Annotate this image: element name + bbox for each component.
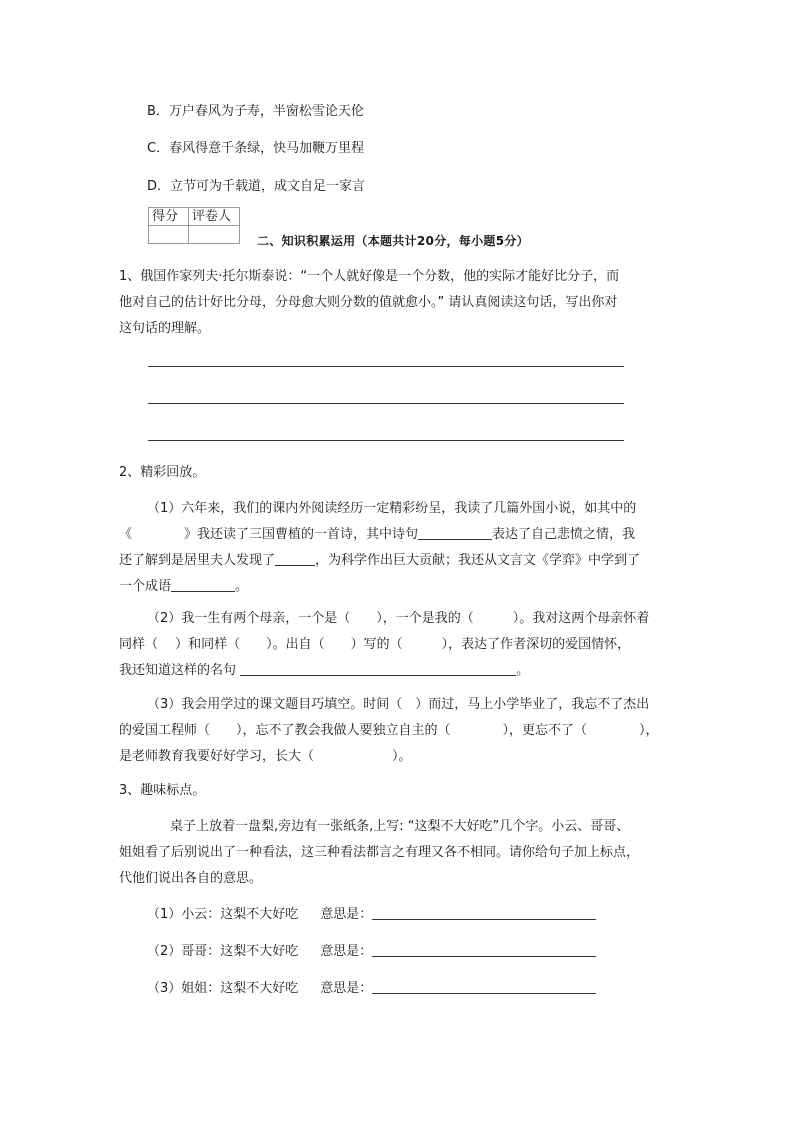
q2-p2-text-b: 。 <box>516 663 530 678</box>
q2-p3-line-3: 是老师教育我要好好学习，长大（ ）。 <box>119 749 412 764</box>
option-c: C．春风得意千条绿，快马加鞭万里程 <box>147 141 365 156</box>
q3-item-1-meaning: 意思是： <box>320 907 373 922</box>
q2-p1-line-4 <box>119 574 248 600</box>
q2-p1-text-a: 》我还读了三国曹植的一首诗，其中诗句 <box>184 527 419 542</box>
q1-answer-line-3[interactable] <box>148 440 624 441</box>
idiom-blank[interactable] <box>171 577 235 592</box>
score-cell[interactable] <box>149 226 189 244</box>
q2-p1-text-f: 。 <box>235 579 249 594</box>
grader-cell[interactable] <box>189 226 240 244</box>
q2-title: 2、精彩回放。 <box>119 465 206 480</box>
q2-p1-text-d: ，为科学作出巨大贡献；我还从文言文《学弈》中学到了 <box>315 553 641 568</box>
q2-p2-line-2: 同样（ ）和同样（ ）。出自（ ）写的（ ），表达了作者深切的爱国情怀， <box>119 637 631 652</box>
q3-item-2-label: （2）哥哥：这梨不大好吃 <box>147 944 299 959</box>
q3-item-1-label: （1）小云：这梨不大好吃 <box>147 907 299 922</box>
q3-item-2-meaning: 意思是： <box>320 944 373 959</box>
q3-item-2 <box>147 940 596 959</box>
q2-p1-line-1: （1）六年来，我们的课内外阅读经历一定精彩纷呈，我读了几篇外国小说，如其中的 <box>147 501 637 516</box>
score-label: 得分 <box>149 208 189 226</box>
q1-answer-line-1[interactable] <box>148 366 624 367</box>
q3-title: 3、趣味标点。 <box>119 783 206 798</box>
q2-p1-line-3 <box>119 548 640 574</box>
grader-label: 评卷人 <box>189 208 240 226</box>
option-b: B．万户春风为子寿，半窗松雪论天伦 <box>147 104 364 119</box>
q3-item-1 <box>147 903 596 922</box>
q1-answer-line-2[interactable] <box>148 403 624 404</box>
q1-line-3: 这句话的理解。 <box>119 321 211 336</box>
q2-p2-line-1: （2）我一生有两个母亲，一个是（ ），一个是我的（ ）。我对这两个母亲怀着 <box>147 611 650 626</box>
poem-line-blank[interactable] <box>418 525 492 540</box>
q1-line-1: 1、俄国作家列夫·托尔斯泰说：“一个人就好像是一个分数，他的实际才能好比分子，而 <box>119 269 620 284</box>
q2-p1-line-2 <box>119 522 635 548</box>
section-heading: 二、知识积累运用（本题共计20分，每小题5分） <box>257 234 529 248</box>
q2-p1-text-e: 一个成语 <box>119 579 172 594</box>
book-open-bracket: 《 <box>119 527 133 542</box>
score-table <box>148 207 240 244</box>
q3-line-3: 代他们说出各自的意思。 <box>119 871 263 886</box>
q3-item-2-answer[interactable] <box>372 942 596 957</box>
q3-line-1: 桌子上放着一盘梨,旁边有一张纸条,上写: “这梨不大好吃”几个字。小云、哥哥、 <box>170 819 630 834</box>
q2-p2-text-a: 我还知道这样的名句 <box>119 663 237 678</box>
q3-item-3 <box>147 977 596 996</box>
q3-item-3-label: （3）姐姐：这梨不大好吃 <box>147 981 299 996</box>
famous-line-blank[interactable] <box>240 661 516 676</box>
q3-item-1-answer[interactable] <box>372 905 596 920</box>
q2-p1-text-c: 还了解到是居里夫人发现了 <box>119 553 276 568</box>
element-blank[interactable] <box>275 551 315 566</box>
q3-item-3-answer[interactable] <box>372 979 596 994</box>
option-d: D．立节可为千载道，成文自足一家言 <box>147 179 366 194</box>
q1-line-2: 他对自己的估计好比分母，分母愈大则分数的值就愈小。” 请认真阅读这句话，写出你对 <box>119 295 618 310</box>
q2-p1-text-b: 表达了自己悲愤之情，我 <box>492 527 636 542</box>
q3-line-2: 姐姐看了后别说出了一种看法，这三种看法都言之有理又各不相同。请你给句子加上标点， <box>119 845 640 860</box>
q2-p3-line-2: 的爱国工程师（ ），忘不了教会我做人要独立自主的（ ），更忘不了（ ）， <box>119 723 659 738</box>
q2-p3-line-1: （3）我会用学过的课文题目巧填空。时间（ ）而过，马上小学毕业了，我忘不了杰出 <box>147 697 650 712</box>
q2-p2-line-3 <box>119 658 529 684</box>
q3-item-3-meaning: 意思是： <box>320 981 373 996</box>
